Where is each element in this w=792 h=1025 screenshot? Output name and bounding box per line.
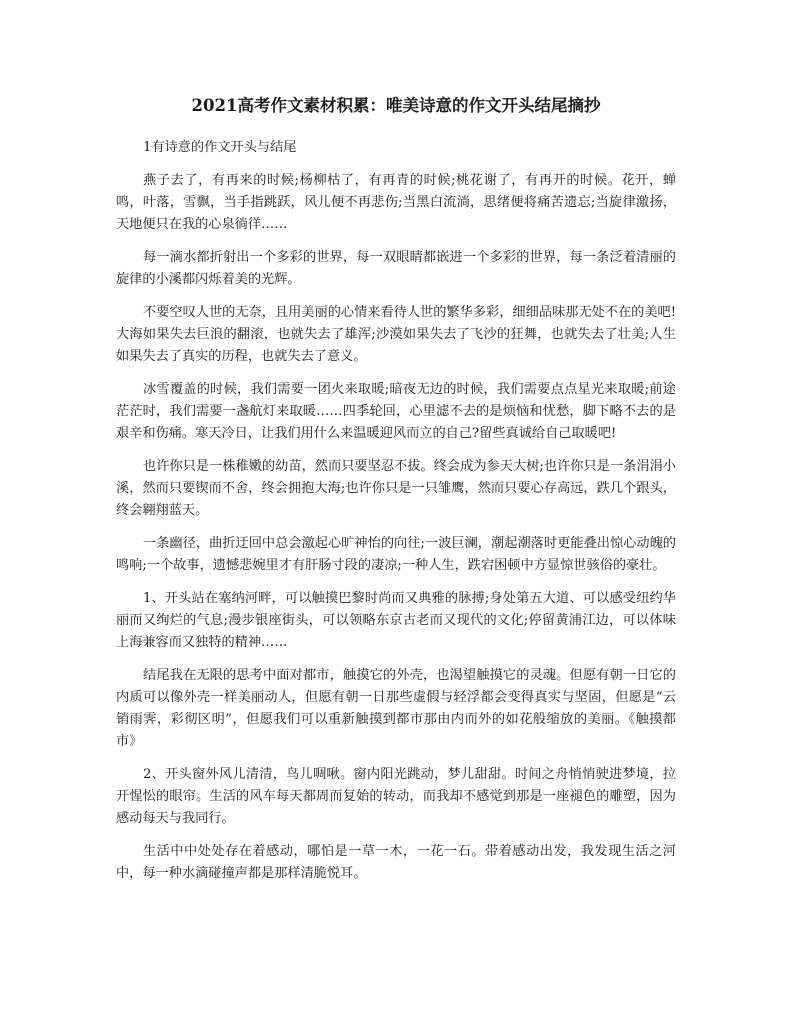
paragraph: 燕子去了，有再来的时候;杨柳枯了，有再青的时候;桃花谢了，有再开的时候。花开，蝉鸣，叶落，雪飘，当手指跳跃，风儿便不再悲伤;当黑白流淌，思绪便将痛苦遗忘;当旋律激扬，天地便只在我的心泉徜徉…… xyxy=(116,173,676,232)
document-body xyxy=(116,137,676,885)
paragraph: 每一滴水都折射出一个多彩的世界，每一双眼睛都嵌进一个多彩的世界，每一条泛着清丽的旋律的小溪都闪烁着美的光辉。 xyxy=(116,250,676,287)
paragraph: 冰雪覆盖的时候，我们需要一团火来取暖;暗夜无边的时候，我们需要点点星光来取暖;前途茫茫时，我们需要一盏航灯来取暖……四季轮回，心里滤不去的是烦恼和忧愁，脚下略不去的是艰辛和伤痛。寒天冷日，让我们用什么来温暖迎风而立的自己?留些真诚给自己取暖吧! xyxy=(116,382,676,441)
section-heading: 1有诗意的作文开头与结尾 xyxy=(143,140,297,155)
paragraph: 一条幽径，曲折迂回中总会激起心旷神怡的向往;一波巨澜，潮起潮落时更能叠出惊心动魄的鸣响;一个故事，遗憾悲婉里才有肝肠寸段的凄凉;一种人生，跌宕困顿中方显惊世骇俗的豪壮。 xyxy=(116,536,676,573)
paragraph: 也许你只是一株稚嫩的幼苗，然而只要坚忍不拔。终会成为参天大树;也许你只是一条涓涓小溪，然而只要锲而不舍，终会拥抱大海;也许你只是一只雏鹰，然而只要心存高远，跌几个跟头，终会翱翔蓝天。 xyxy=(116,459,676,518)
paragraph: 结尾我在无限的思考中面对都市，触摸它的外壳，也渴望触摸它的灵魂。但愿有朝一日它的内质可以像外壳一样美丽动人，但愿有朝一日那些虚假与轻浮都会变得真实与坚固，但愿是“云销雨霁，彩彻区明”，但愿我们可以重新触摸到都市那由内而外的如花般缩放的美丽。《触摸都市》 xyxy=(116,668,676,749)
paragraph: 生活中中处处存在着感动，哪怕是一草一木，一花一石。带着感动出发，我发现生活之河中，每一种水滴碰撞声都是那样清脆悦耳。 xyxy=(116,844,676,881)
paragraph: 2、开头窗外风儿清清，鸟儿啁啾。窗内阳光跳动，梦儿甜甜。时间之舟悄悄驶进梦境，拉开惺忪的眼帘。生活的风车每天都周而复始的转动，而我却不感觉到那是一座褪色的雕塑，因为感动每天与我同行。 xyxy=(116,767,676,826)
paragraph: 1、开头站在塞纳河畔，可以触摸巴黎时尚而又典雅的脉搏;身处第五大道、可以感受纽约华丽而又绚烂的气息;漫步银座街头，可以领略东京古老而又现代的文化;停留黄浦江边，可以体味上海兼容而又独特的精神…… xyxy=(116,591,676,650)
document-title: 2021高考作文素材积累：唯美诗意的作文开头结尾摘抄 xyxy=(191,96,601,115)
paragraph: 不要空叹人世的无奈，且用美丽的心情来看待人世的繁华多彩，细细品味那无处不在的美吧!大海如果失去巨浪的翻滚，也就失去了雄浑;沙漠如果失去了飞沙的狂舞，也就失去了壮美;人生如果失去了真实的历程，也就失去了意义。 xyxy=(116,305,676,364)
